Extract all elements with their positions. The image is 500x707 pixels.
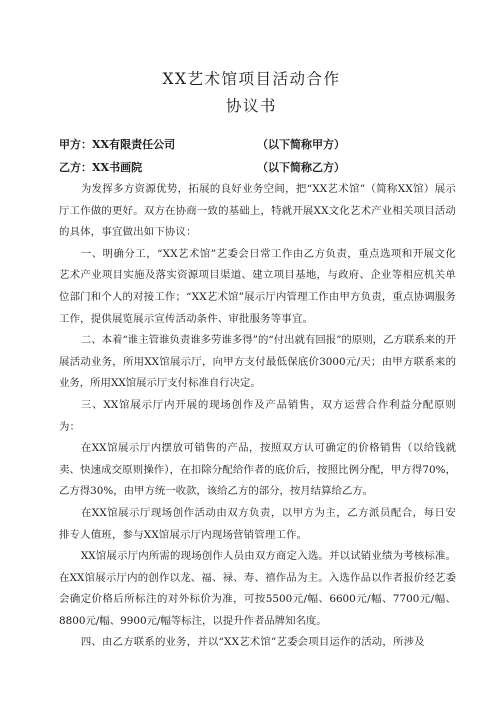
party-b-line — [59, 157, 456, 180]
document-title: XX艺术馆项目活动合作 — [162, 70, 341, 88]
paragraph-clause-1: 一、明确分工，“XX艺术馆”艺委会日常工作由乙方负责，重点选项和开展文化艺术产业项目实施及落实资源项目渠道、建立项目基地，与政府、企业等相应机关单位部门和个人的对接工作；“XX艺术馆”展示厅内管理工作由甲方负责，重点协调服务工作，提供展览展示宣传活动条件、审批服务等事宜。 — [59, 247, 456, 325]
party-a-line — [59, 134, 456, 157]
paragraph-clause-4: 四、由乙方联系的业务，并以“XX艺术馆”艺委会项目运作的活动，所涉及 — [80, 636, 425, 649]
paragraph-preamble: 为发挥多方资源优势，拓展的良好业务空间，把“XX艺术馆”（简称XX馆）展示厅工作做的更好。双方在协商一致的基础上，特就开展XX文化艺术产业相关项目活动的具体，事宜做出如下协议： — [59, 183, 456, 239]
party-b-alias: （以下简称乙方） — [257, 160, 345, 174]
document-subtitle: 协议书 — [225, 97, 277, 115]
party-a-alias: （以下简称甲方） — [257, 138, 345, 151]
party-b-label: 乙方：XX书画院 — [59, 160, 143, 174]
paragraph-clause-3: 三、XX馆展示厅内开展的现场创作及产品销售，双方运营合作利益分配原则为： — [59, 398, 456, 433]
paragraph-clause-3-sales: 在XX馆展示厅内摆放可销售的产品，按照双方认可确定的价格销售（以给钱就卖、快速成交原则操作），在扣除分配给作者的底价后，按照比例分配，甲方得70%，乙方得30%，由甲方统一收款，该给乙方的部分，按月结算给乙方。 — [59, 442, 456, 498]
party-a-label: 甲方：XX有限责任公司 — [59, 138, 176, 151]
title-block — [59, 66, 456, 119]
paragraph-clause-3-creation: 在XX馆展示厅现场创作活动由双方负责，以甲方为主，乙方派员配合，每日安排专人值班，参与XX馆展示厅内现场营销管理工作。 — [59, 506, 456, 541]
paragraph-clause-2: 二、本着“谁主管谁负责谁多劳谁多得”的“付出就有回报”的原则，乙方联系来的开展活动业务，所用XX馆展示厅，向甲方支付最低保底价3000元/天；由甲方联系来的业务，所用XX馆展示厅支付标准自行决定。 — [59, 334, 456, 390]
paragraph-clause-3-artists: XX馆展示厅内所需的现场创作人员由双方商定入选。并以试销业绩为考核标准。在XX馆展示厅内的创作以龙、福、禄、寿、禧作品为主。入选作品以作者报价经艺委会确定价格后所标注的对外标价为准，可按5500元/幅、6600元/幅、7700元/幅、8800元/幅、9900元/幅等标注，以提升作者品牌知名度。 — [59, 550, 456, 627]
